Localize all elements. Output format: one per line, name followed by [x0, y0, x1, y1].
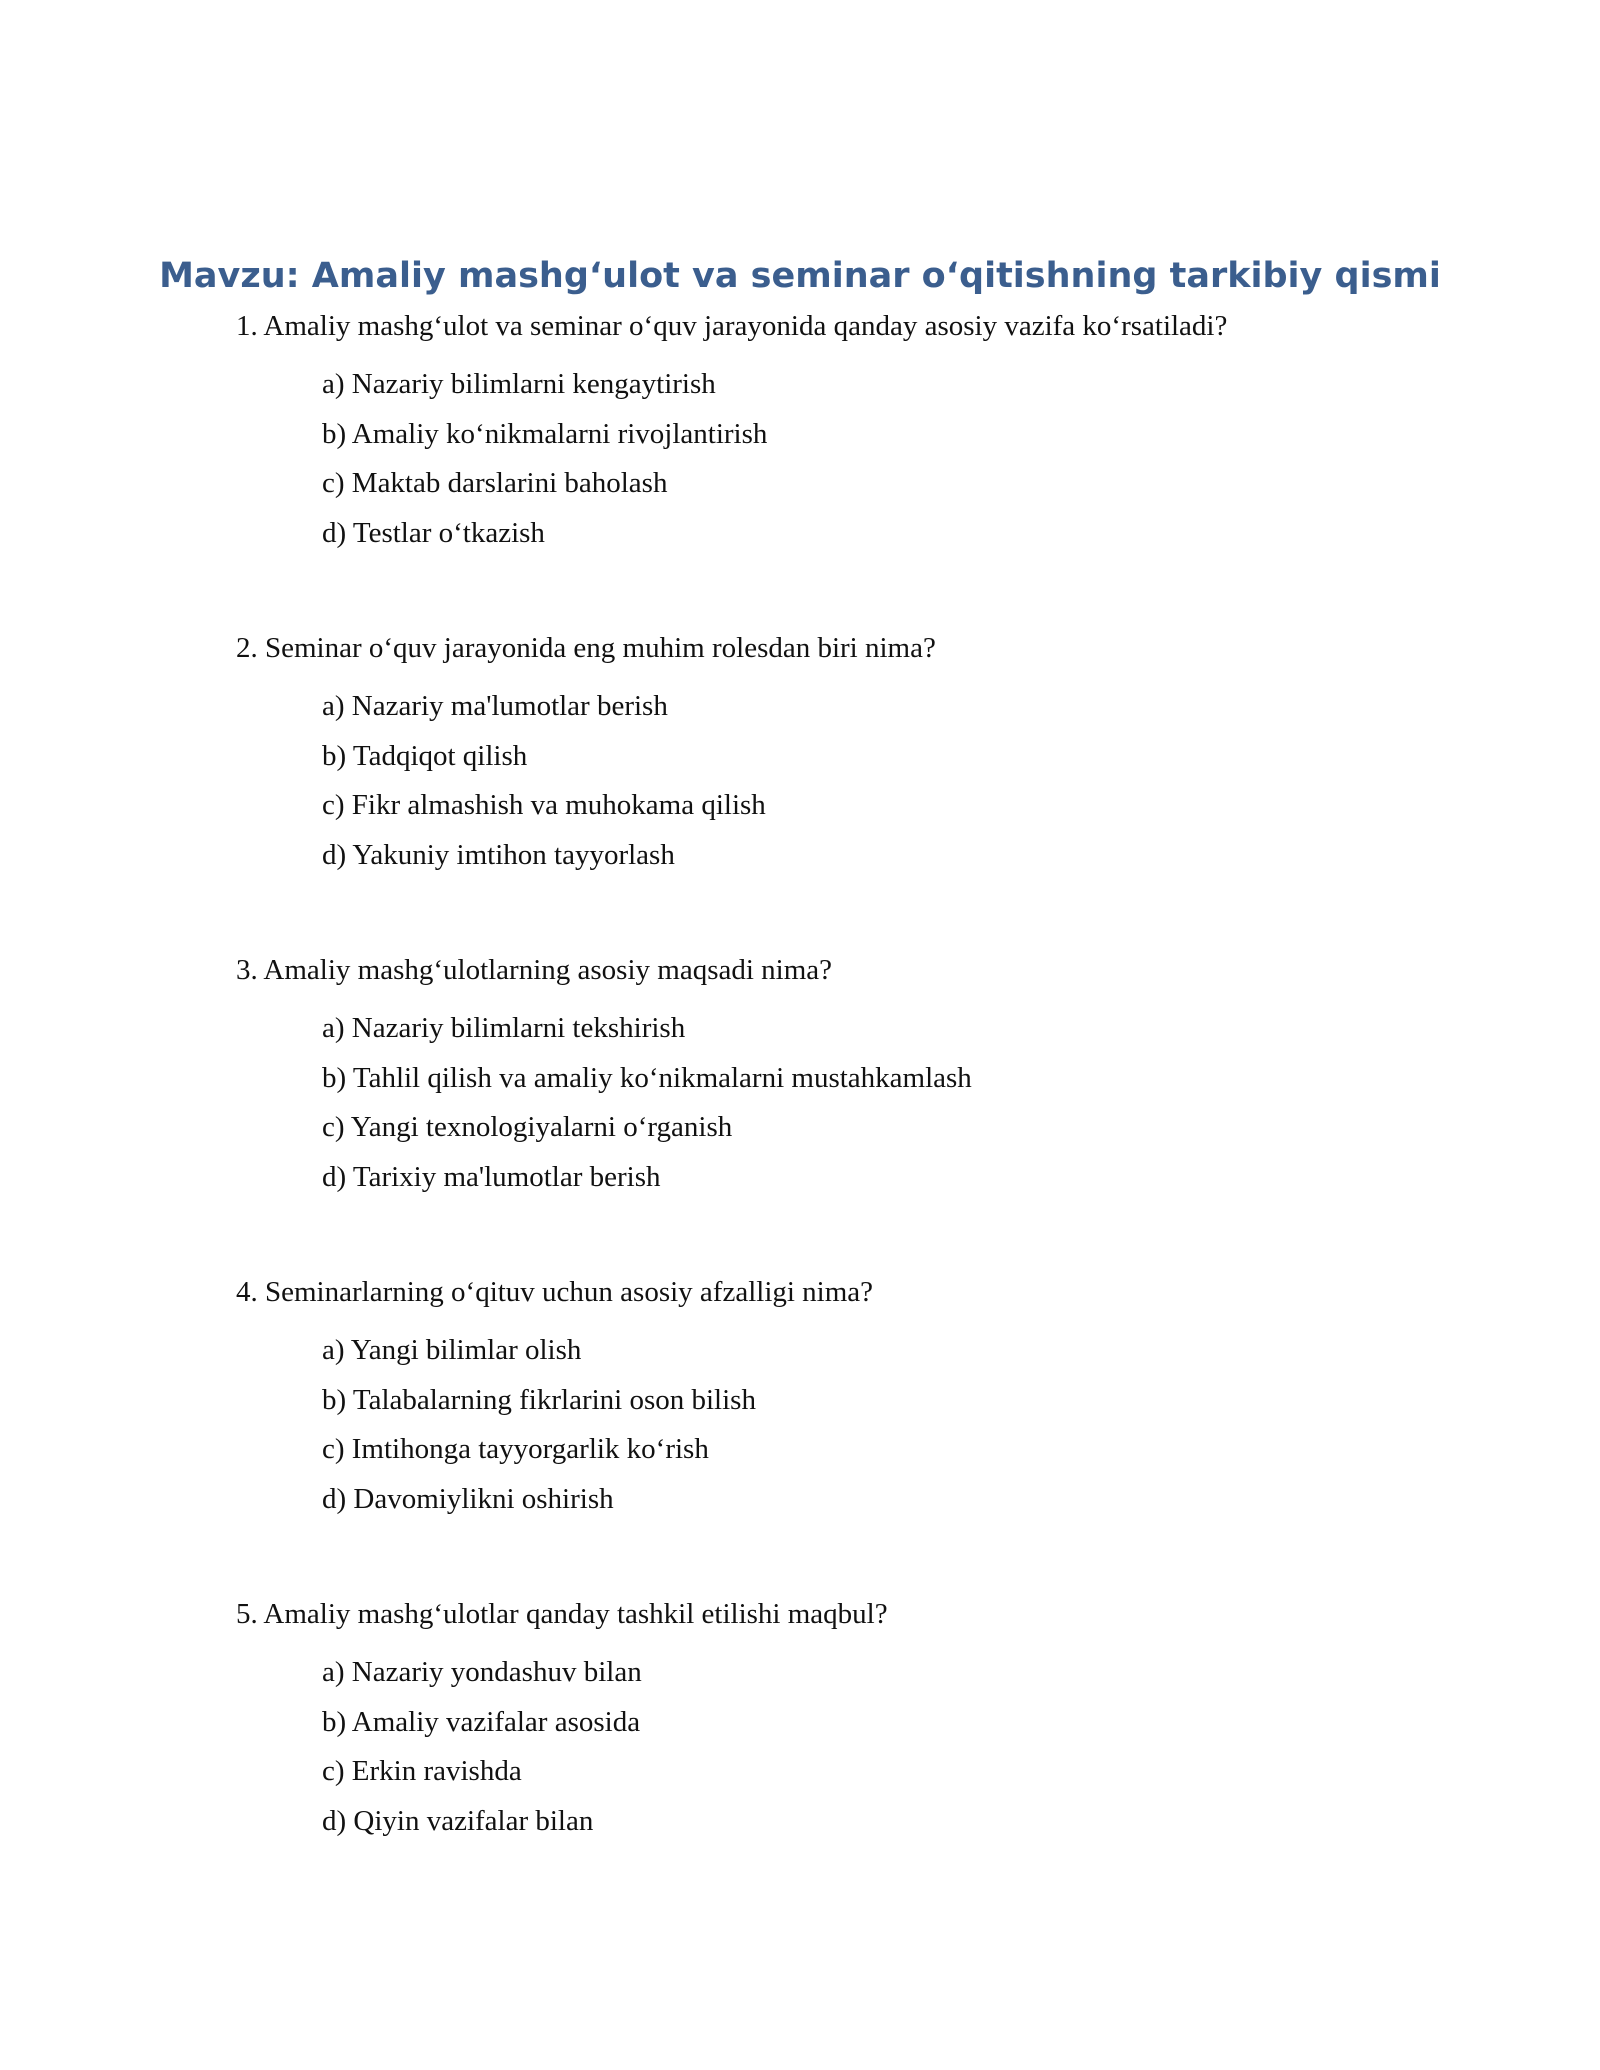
option-d: d) Qiyin vazifalar bilan — [322, 1804, 594, 1837]
question-text: 3. Amaliy mashg‘ulotlarning asosiy maqsadi nima? — [236, 954, 833, 986]
answer-options — [322, 682, 1436, 880]
option-b: b) Tahlil qilish va amaliy ko‘nikmalarni mustahkamlash — [322, 1061, 972, 1094]
question-text: 1. Amaliy mashg‘ulot va seminar o‘quv jarayonida qanday asosiy vazifa ko‘rsatiladi? — [236, 310, 1228, 342]
answer-options — [322, 1648, 1436, 1846]
option-d: d) Davomiylikni oshirish — [322, 1482, 614, 1515]
option-c: c) Erkin ravishda — [322, 1755, 522, 1787]
answer-options — [322, 360, 1436, 558]
option-d: d) Yakuniy imtihon tayyorlash — [322, 838, 675, 871]
question-text: 5. Amaliy mashg‘ulotlar qanday tashkil etilishi maqbul? — [236, 1598, 888, 1630]
question-text: 2. Seminar o‘quv jarayonida eng muhim rolesdan biri nima? — [236, 632, 936, 664]
option-d: d) Testlar o‘tkazish — [322, 516, 545, 549]
question-4 — [236, 1272, 1436, 1524]
option-b: b) Amaliy vazifalar asosida — [322, 1705, 641, 1738]
answer-options — [322, 1004, 1436, 1202]
question-1 — [236, 306, 1436, 558]
option-c: c) Yangi texnologiyalarni o‘rganish — [322, 1111, 733, 1143]
question-2 — [236, 628, 1436, 880]
option-a: a) Nazariy ma'lumotlar berish — [322, 690, 668, 722]
option-b: b) Talabalarning fikrlarini oson bilish — [322, 1383, 756, 1416]
answer-options — [322, 1326, 1436, 1524]
option-d: d) Tarixiy ma'lumotlar berish — [322, 1160, 661, 1193]
option-c: c) Maktab darslarini baholash — [322, 467, 668, 499]
option-a: a) Yangi bilimlar olish — [322, 1334, 582, 1366]
page-title: Mavzu: Amaliy mashg‘ulot va seminar o‘qitishning tarkibiy qismi — [159, 256, 1441, 296]
option-b: b) Tadqiqot qilish — [322, 739, 528, 772]
option-b: b) Amaliy ko‘nikmalarni rivojlantirish — [322, 417, 768, 450]
option-a: a) Nazariy bilimlarni tekshirish — [322, 1012, 686, 1044]
option-a: a) Nazariy yondashuv bilan — [322, 1656, 642, 1688]
option-c: c) Imtihonga tayyorgarlik ko‘rish — [322, 1433, 709, 1465]
question-5 — [236, 1594, 1436, 1846]
option-a: a) Nazariy bilimlarni kengaytirish — [322, 368, 716, 400]
question-text: 4. Seminarlarning o‘qituv uchun asosiy afzalligi nima? — [236, 1276, 874, 1308]
question-3 — [236, 950, 1436, 1202]
option-c: c) Fikr almashish va muhokama qilish — [322, 789, 766, 821]
